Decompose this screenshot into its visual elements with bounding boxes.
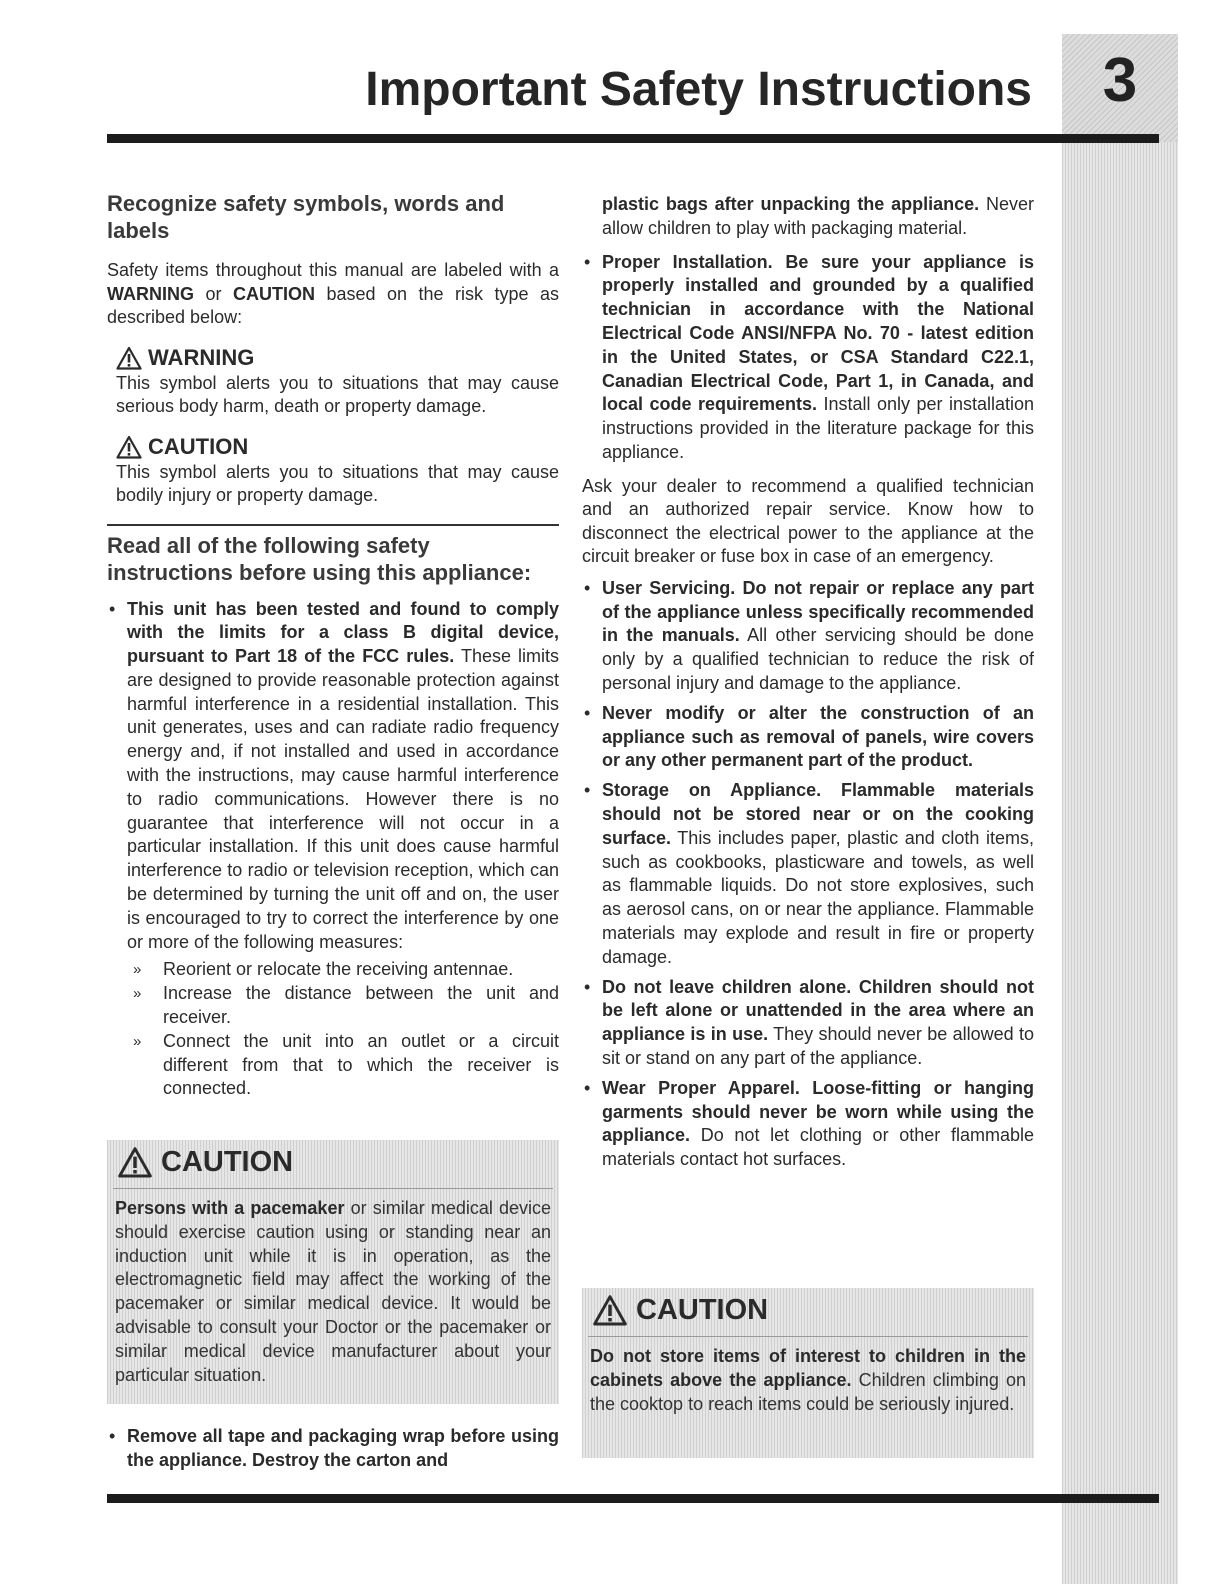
list-item-user-servicing: • User Servicing. Do not repair or replace any part of the appliance unless specifically recommended in the manuals. All other servicing should be done only by a qualified technician to reduce the risk of personal injury and damage to the appliance. bbox=[584, 577, 1034, 693]
list-item-remove-packaging-continued: plastic bags after unpacking the appliance. Never allow children to play with packaging material. bbox=[602, 194, 1034, 238]
page-title: Important Safety Instructions bbox=[365, 63, 1032, 116]
list-item-remove-packaging: • Remove all tape and packaging wrap before using the appliance. Destroy the carton and bbox=[109, 1426, 559, 1470]
list-item-children: • Do not leave children alone. Children should not be left alone or unattended in the area where an appliance is in use. They should never be allowed to sit or stand on any part of the appliance. bbox=[584, 976, 1034, 1068]
dealer-paragraph: Ask your dealer to recommend a qualified technician and an authorized repair service. Know how to disconnect the electrical power to the appliance at the circuit breaker or fuse box in case of an emergency. bbox=[582, 475, 1034, 567]
measure-item: » Connect the unit into an outlet or a circuit different from that to which the receiver is connected. bbox=[133, 1030, 559, 1099]
bullet-dot: • bbox=[584, 1077, 591, 1098]
warning-definition bbox=[107, 344, 559, 419]
caution-label: CAUTION bbox=[116, 433, 559, 461]
bullet-dot: • bbox=[584, 577, 591, 598]
side-tab-strip bbox=[1062, 34, 1178, 1584]
left-bullet-list bbox=[107, 598, 559, 1102]
chapter-number: 3 bbox=[1102, 46, 1138, 115]
measures-list bbox=[127, 958, 559, 1101]
left-column bbox=[107, 190, 559, 1107]
warning-triangle-icon bbox=[116, 346, 142, 370]
caution-box-divider bbox=[588, 1336, 1028, 1337]
caution-box-title: CAUTION bbox=[582, 1288, 1034, 1328]
bullet-dot: • bbox=[584, 251, 591, 272]
measure-item: » Increase the distance between the unit and receiver. bbox=[133, 983, 559, 1028]
caution-triangle-icon bbox=[117, 1146, 153, 1178]
list-item-proper-installation: • Proper Installation. Be sure your appliance is properly installed and grounded by a qualified technician in accordance with the National Electrical Code ANSI/NFPA No. 70 - latest edition in the United States, or CSA Standard C22.1, Canadian Electrical Code, Part 1, in Canada, and local code requirements. Install only per installation instructions provided in the literature package for this appliance. bbox=[584, 251, 1034, 462]
bottom-rule bbox=[107, 1494, 1159, 1503]
list-item-never-modify: • Never modify or alter the construction of an appliance such as removal of panels, wire covers or any other permanent part of the product. bbox=[584, 702, 1034, 771]
caution-box-title: CAUTION bbox=[107, 1140, 559, 1180]
bullet-dot: • bbox=[584, 702, 591, 723]
list-item-apparel: • Wear Proper Apparel. Loose-fitting or hanging garments should never be worn while using the appliance. Do not let clothing or other flammable materials contact hot surfaces. bbox=[584, 1077, 1034, 1170]
measure-item: » Reorient or relocate the receiving antennae. bbox=[133, 959, 514, 980]
warning-label: WARNING bbox=[116, 344, 559, 372]
caution-definition bbox=[107, 433, 559, 508]
caution-box-text: Do not store items of interest to children in the cabinets above the appliance. Children climbing on the cooktop to reach items could be seriously injured. bbox=[590, 1346, 1026, 1414]
intro-paragraph: Safety items throughout this manual are labeled with a WARNING or CAUTION based on the risk type as described below: bbox=[107, 260, 559, 327]
right-bullet-list-2 bbox=[582, 577, 1034, 1172]
caution-triangle-icon bbox=[116, 435, 142, 459]
caution-box-text: Persons with a pacemaker or similar medical device should exercise caution using or standing near an induction unit while it is in operation, as the electromagnetic field may affect the working of the pacemaker or similar medical device. It would be advisable to consult your Doctor or the pacemaker or similar medical device manufacturer about your particular situation. bbox=[115, 1198, 552, 1385]
list-item-storage: • Storage on Appliance. Flammable materials should not be stored near or on the cooking surface. This includes paper, plastic and cloth items, such as cookbooks, plasticware and towels, as well as flammable liquids. Do not store explosives, such as aerosol cans, on or near the appliance. Flammable materials may explode and result in fire or property damage. bbox=[584, 780, 1034, 967]
bullet-dot: • bbox=[584, 780, 591, 801]
right-bullet-list bbox=[582, 193, 1034, 465]
warning-text: This symbol alerts you to situations that may cause serious body harm, death or property damage. bbox=[116, 372, 559, 416]
section-heading-read-all: Read all of the following safety instructions before using this appliance: bbox=[107, 532, 532, 585]
left-bullet-list-continued bbox=[107, 1425, 559, 1479]
caution-text: This symbol alerts you to situations that may cause bodily injury or property damage. bbox=[116, 461, 559, 505]
caution-box-pacemaker bbox=[107, 1140, 559, 1404]
caution-box-children bbox=[582, 1288, 1034, 1458]
heading-divider bbox=[107, 524, 559, 526]
caution-triangle-icon bbox=[592, 1294, 628, 1326]
right-column bbox=[582, 193, 1034, 1178]
section-heading-recognize: Recognize safety symbols, words and labels bbox=[107, 191, 505, 243]
list-item-fcc: • This unit has been tested and found to comply with the limits for a class B digital device, pursuant to Part 18 of the FCC rules. These limits are designed to provide reasonable protection against harmful interference in a residential installation. This unit generates, uses and can radiate radio frequency energy and, if not installed and used in accordance with the instructions, may cause harmful interference to radio communications. However there is no guarantee that interference will not occur in a particular installation. If this unit does cause harmful interference to radio or television reception, which can be determined by turning the unit off and on, the user is encouraged to try to correct the interference by one or more of the following measures: » Reorient or relocate the receiving antennae. » Increase the distance between the unit and receiver. » Connect the unit into an outlet or a circuit different from that to which the receiver is connected. bbox=[107, 598, 559, 1102]
bullet-dot: • bbox=[109, 1426, 116, 1446]
bullet-dot: • bbox=[584, 976, 591, 997]
top-rule bbox=[107, 134, 1159, 143]
caution-box-divider bbox=[113, 1188, 553, 1189]
bullet-dot: • bbox=[109, 598, 116, 619]
